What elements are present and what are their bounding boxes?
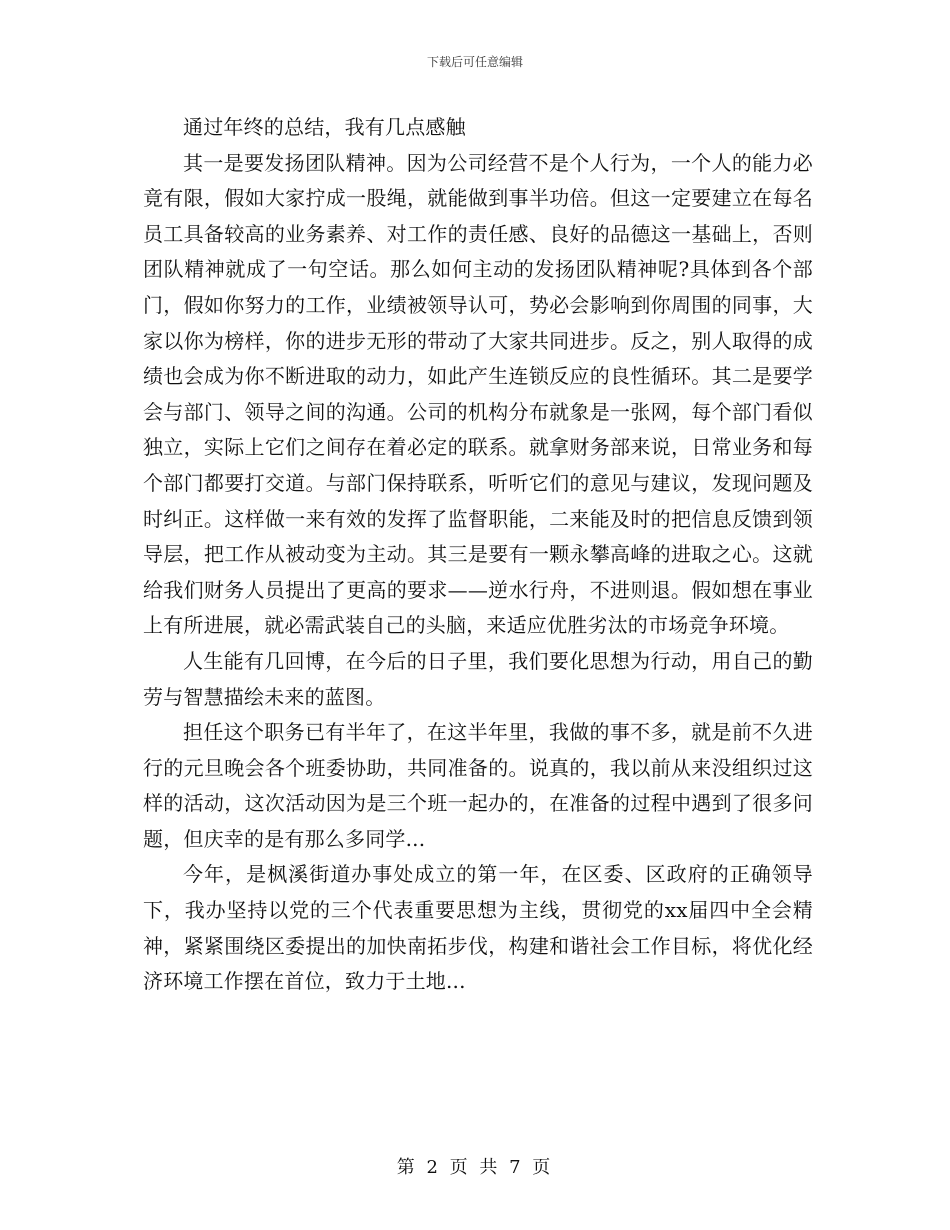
paragraph-body: 其一是要发扬团队精神。因为公司经营不是个人行为，一个人的能力必竟有限，假如大家拧成一股绳，就能做到事半功倍。但这一定要建立在每名员工具备较高的业务素养、对工作的责任感、良好的品德这一基础上，否则团队精神就成了一句空话。那么如何主动的发扬团队精神呢?具体到各个部门，假如你努力的工作，业绩被领导认可，势必会影响到你周围的同事，大家以你为榜样，你的进步无形的带动了大家共同进步。反之，别人取得的成绩也会成为你不断进取的动力，如此产生连锁反应的良性循环。其二是要学会与部门、领导之间的沟通。公司的机构分布就象是一张网，每个部门看似独立，实际上它们之间存在着必定的联系。就拿财务部来说，日常业务和每个部门都要打交道。与部门保持联系，听听它们的意见与建议，发现问题及时纠正。这样做一来有效的发挥了监督职能，二来能及时的把信息反馈到领导层，把工作从被动变为主动。其三是要有一颗永攀高峰的进取之心。这就给我们财务人员提出了更高的要求——逆水行舟，不进则退。假如想在事业上有所进展，就必需武装自己的头脑，来适应优胜劣汰的市场竞争环境。 (143, 150, 813, 638)
paragraph-body: 今年，是枫溪街道办事处成立的第一年，在区委、区政府的正确领导下，我办坚持以党的三个代表重要思想为主线，贯彻党的xx届四中全会精神，紧紧围绕区委提出的加快南拓步伐，构建和谐社会工作目标，将优化经济环境工作摆在首位，致力于土地... (143, 862, 813, 994)
paragraph-heading: 通过年终的总结，我有几点感触 (183, 115, 466, 139)
paragraph-body: 担任这个职务已有半年了，在这半年里，我做的事不多，就是前不久进行的元旦晚会各个班委协助，共同准备的。说真的，我以前从来没组织过这样的活动，这次活动因为是三个班一起办的，在准备的过程中遇到了很多问题，但庆幸的是有那么多同学... (143, 720, 813, 851)
header-note: 下载后可任意编辑 (426, 55, 523, 69)
paragraph-body: 人生能有几回博，在今后的日子里，我们要化思想为行动，用自己的勤劳与智慧描绘未来的蓝图。 (143, 648, 813, 709)
page-number-footer: 第 2 页 共 7 页 (396, 1157, 554, 1178)
document-body (143, 110, 813, 1000)
